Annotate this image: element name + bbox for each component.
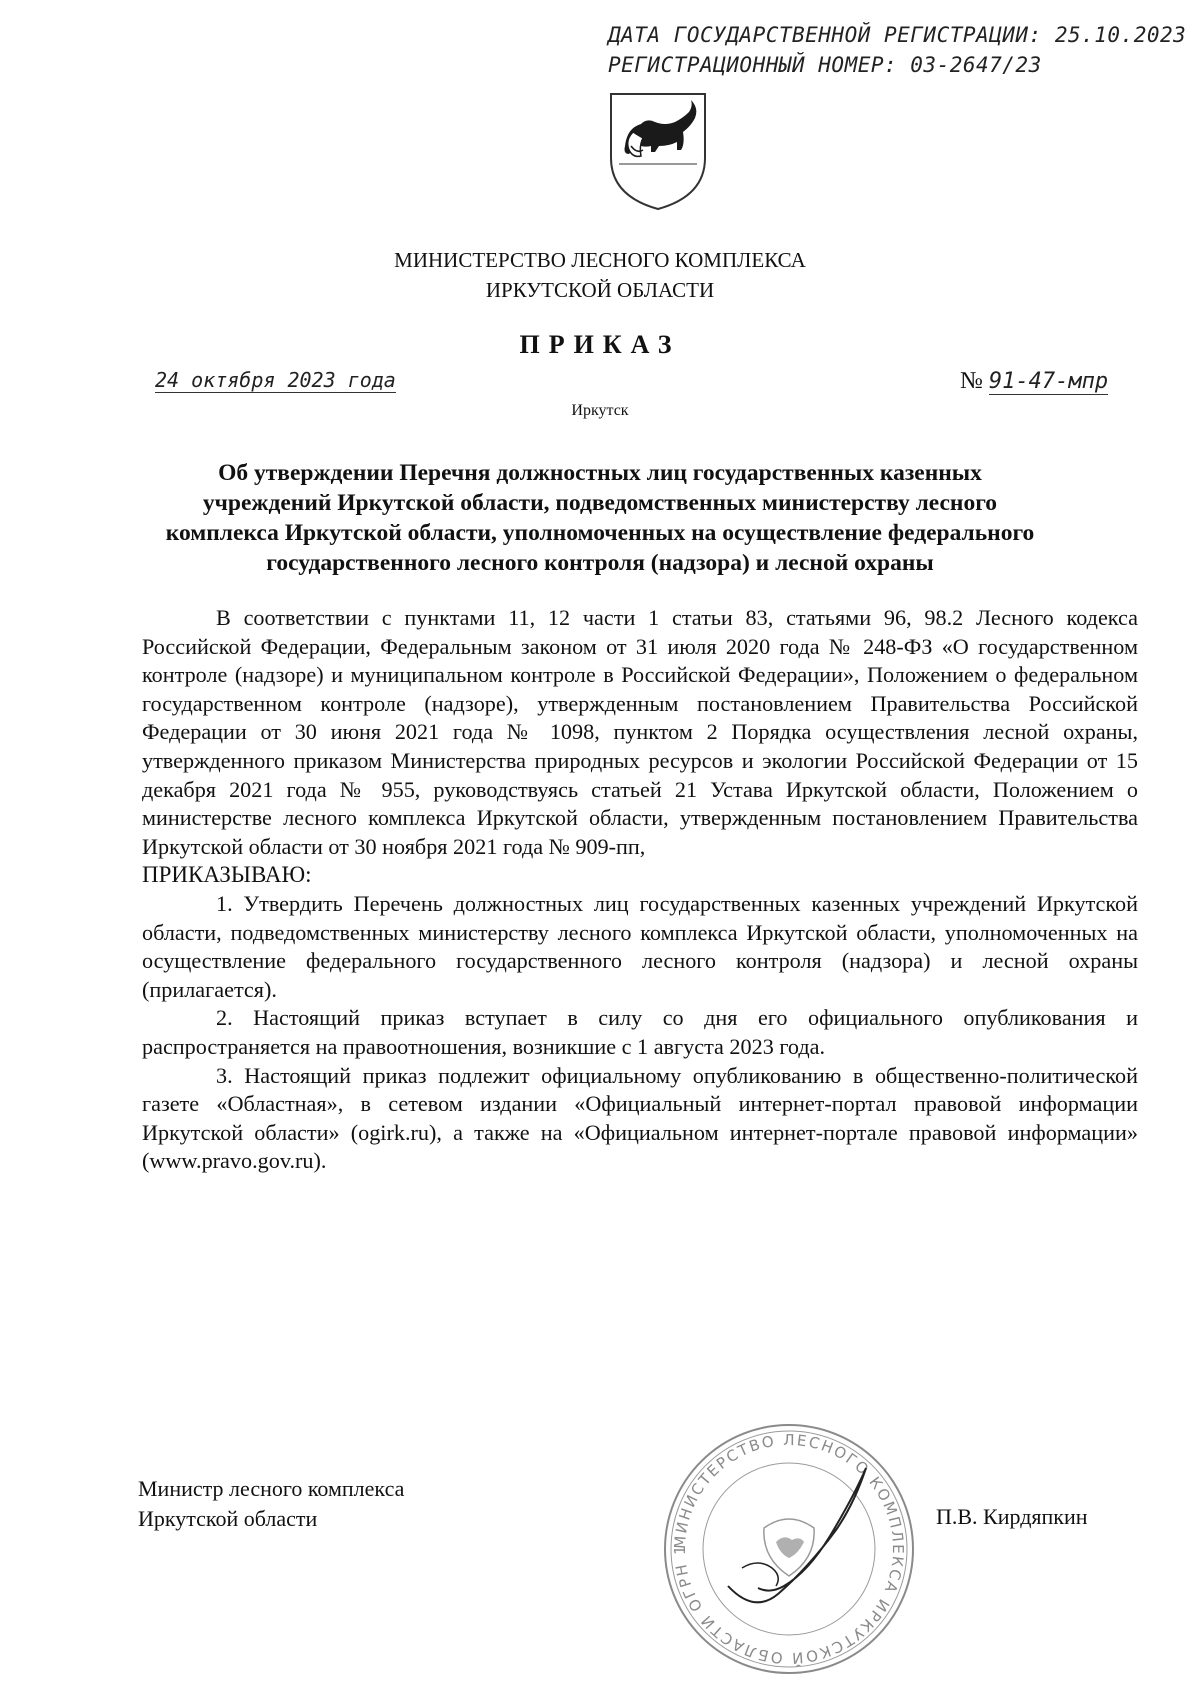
ministry-line-2: ИРКУТСКОЙ ОБЛАСТИ (485, 278, 715, 302)
signer-position-line-1: Министр лесного комплекса (138, 1476, 405, 1501)
order-number-value: 91-47-мпр (988, 369, 1109, 394)
registration-number: РЕГИСТРАЦИОННЫЙ НОМЕР: 03-2647/23 (608, 53, 1042, 77)
document-title: Об утверждении Перечня должностных лиц государственных казенных учреждений Иркутской области, подведомственных министерству лесного комплекса Иркутской области, уполномоченных на осуществление федерального государственного лесного контроля (надзора) и лесной охраны (165, 460, 1035, 576)
registration-date: ДАТА ГОСУДАРСТВЕННОЙ РЕГИСТРАЦИИ: 25.10.2023 (608, 23, 1187, 47)
number-sign: № (960, 368, 983, 394)
seal-text: МИНИСТЕРСТВО ЛЕСНОГО КОМПЛЕКСА ИРКУТСКОЙ ОБЛАСТИ ОГРН 1 (670, 1430, 908, 1668)
irkutsk-coat-of-arms-icon (603, 88, 713, 213)
ministry-line-1: МИНИСТЕРСТВО ЛЕСНОГО КОМПЛЕКСА (394, 248, 806, 272)
signer-position-line-2: Иркутской области (138, 1506, 318, 1531)
registration-stamp (608, 20, 1186, 80)
order-item-1: 1. Утвердить Перечень должностных лиц государственных казенных учреждений Иркутской области, подведомственных министерству лесного комплекса Иркутской области, уполномоченных на осуществление федерального государственного лесного контроля (надзора) и лесной охраны (прилагается). (142, 890, 1138, 1002)
order-date: 24 октября 2023 года (155, 368, 396, 392)
order-word: ПРИКАЗЫВАЮ: (142, 862, 312, 888)
ministry-name (250, 245, 950, 305)
order-item-2: 2. Настоящий приказ вступает в силу со дня его официального опубликования и распространяется на правоотношения, возникшие с 1 августа 2023 года. (142, 1005, 1138, 1059)
signer-name: П.В. Кирдяпкин (936, 1504, 1088, 1529)
official-seal (658, 1418, 920, 1680)
document-body (142, 604, 1138, 1176)
preamble-paragraph: В соответствии с пунктами 11, 12 части 1 статьи 83, статьями 96, 98.2 Лесного кодекса Российской Федерации, Федеральным законом от 31 июля 2020 года № 248-ФЗ «О государственном контроле (надзоре) и муниципальном контроле в Российской Федерации», Положением о федеральном государственном контроле (надзоре), утвержденным постановлением Правительства Российской Федерации от 30 июня 2021 года № 1098, пунктом 2 Порядка осуществления лесной охраны, утвержденного приказом Министерства природных ресурсов и экологии Российской Федерации от 15 декабря 2021 года № 955, руководствуясь статьей 21 Устава Иркутской области, Положением о министерстве лесного комплекса Иркутской области, утвержденным постановлением Правительства Иркутской области от 30 ноября 2021 года № 909-пп, (142, 605, 1138, 859)
order-number (960, 368, 1108, 395)
city: Иркутск (571, 402, 629, 419)
order-title: ПРИКАЗ (519, 330, 681, 359)
signer-position (138, 1474, 404, 1534)
order-item-3: 3. Настоящий приказ подлежит официальному опубликованию в общественно-политической газете «Областная», в сетевом издании «Официальный интернет-портал правовой информации Иркутской области» (ogirk.ru), а также на «Официальном интернет-портале правовой информации» (www.pravo.gov.ru). (142, 1062, 1138, 1174)
